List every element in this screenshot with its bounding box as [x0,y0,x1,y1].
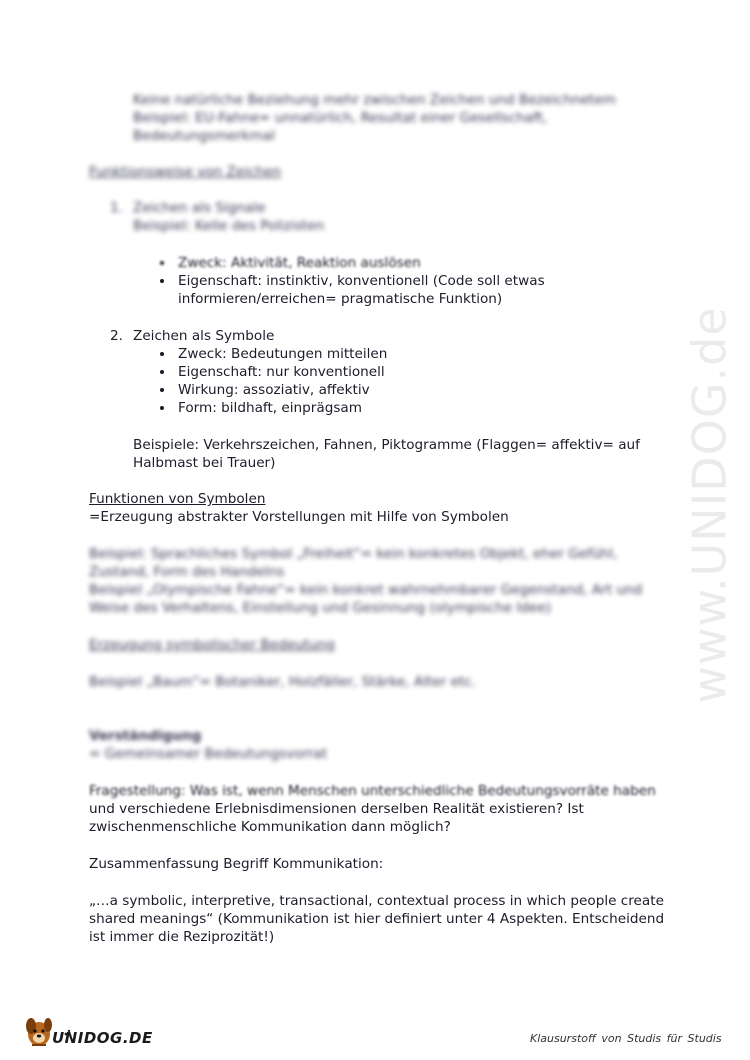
bullet-text-cont: informieren/erreichen= pragmatische Funktion) [178,291,503,307]
list-item-example: Beispiel: Kelle des Polizisten [133,218,325,234]
list-item-title: Zeichen als Symbole [133,328,275,344]
blurred-line: Keine natürliche Beziehung mehr zwischen Zeichen und Bezeichnetem [133,92,616,108]
logo-text: UNIDOG.DE [52,1029,153,1047]
bullet-text: Eigenschaft: nur konventionell [178,364,385,380]
section-heading-blurred: Erzeugung symbolischer Bedeutung [89,637,335,653]
bullet-icon [160,406,164,410]
quote-line: ist immer die Reziprozität!) [89,929,275,945]
section-heading: Funktionen von Symbolen [89,491,266,507]
list-number: 1. [110,200,123,216]
bullet-text: Eigenschaft: instinktiv, konventionell (Code soll etwas [178,273,545,289]
quote-line: shared meanings“ (Kommunikation ist hier definiert unter 4 Aspekten. Entscheidend [89,911,665,927]
bullet-icon [160,352,164,356]
blurred-line: Beispiel „Olympische Fahne“= kein konkret wahrnehmbarer Gegenstand, Art und [89,582,643,598]
bullet-icon [160,261,164,265]
examples-text: Beispiele: Verkehrszeichen, Fahnen, Piktogramme (Flaggen= affektiv= auf [133,437,640,453]
blurred-line: = Gemeinsamer Bedeutungsvorrat [89,746,328,762]
blurred-line: Beispiel: EU-Fahne= unnatürlich, Resultat einer Gesellschaft, [133,110,548,126]
blurred-line: Zustand, Form des Handelns [89,564,285,580]
bullet-icon [160,388,164,392]
blurred-line: Beispiel: Sprachliches Symbol „Freiheit“= kein konkretes Objekt, eher Gefühl, [89,546,618,562]
blurred-line: Bedeutungsmerkmal [133,128,275,144]
bullet-text: Wirkung: assoziativ, affektiv [178,382,370,398]
bullet-text: Zweck: Bedeutungen mitteilen [178,346,388,362]
footer-tagline: Klausurstoff von Studis für Studis [530,1032,722,1045]
list-item-title: Zeichen als Signale [133,200,266,216]
examples-text-cont: Halbmast bei Trauer) [133,455,276,471]
bullet-icon [160,279,164,283]
summary-heading: Zusammenfassung Begriff Kommunikation: [89,856,384,872]
section-heading-blurred: Funktionsweise von Zeichen [89,164,282,180]
watermark: www.UNIDOG.de [683,306,737,704]
blurred-line: Beispiel „Baum“= Botaniker, Holzfäller, Stärke, Alter etc. [89,674,477,690]
bullet-text: Zweck: Aktivität, Reaktion auslösen [178,255,421,271]
definition-text: =Erzeugung abstrakter Vorstellungen mit Hilfe von Symbolen [89,509,509,525]
list-number: 2. [110,328,123,344]
bullet-text: Form: bildhaft, einprägsam [178,400,363,416]
bullet-icon [160,370,164,374]
question-line: und verschiedene Erlebnisdimensionen derselben Realität existieren? Ist [89,801,584,817]
question-line: Fragestellung: Was ist, wenn Menschen unterschiedliche Bedeutungsvorräte haben [89,783,656,799]
section-heading-blurred: Verständigung [89,728,202,744]
blurred-line: Weise des Verhaltens, Einstellung und Gesinnung (olympische Idee) [89,600,552,616]
question-line: zwischenmenschliche Kommunikation dann möglich? [89,819,451,835]
quote-line: „…a symbolic, interpretive, transactional, contextual process in which people create [89,893,664,909]
